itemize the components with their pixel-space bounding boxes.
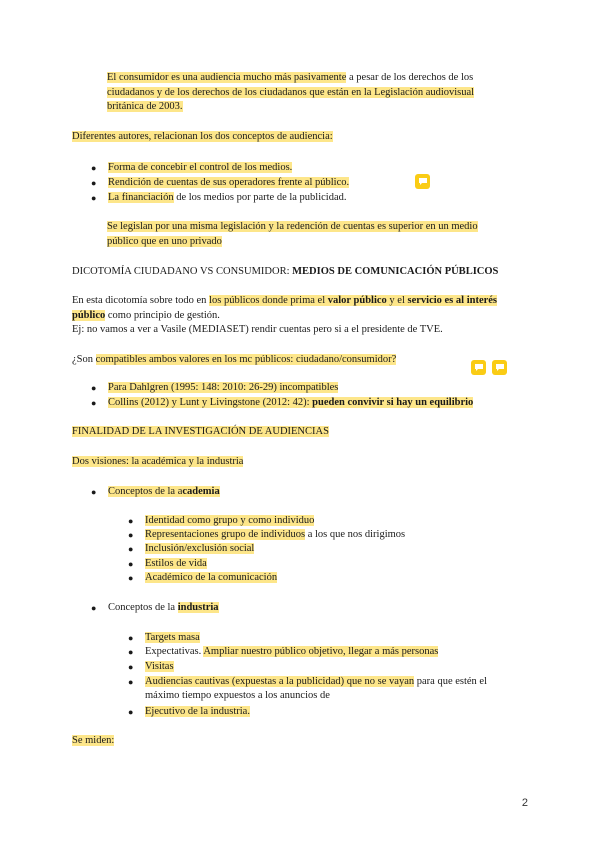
bullet: ●: [128, 544, 134, 554]
comment-icon[interactable]: [415, 174, 430, 189]
list-item: Collins (2012) y Lunt y Livingstone (2012: 42): pueden convivir si hay un equilibrio: [108, 397, 474, 408]
list-item: Ejecutivo de la industria.: [145, 706, 250, 717]
bullet: ●: [128, 647, 134, 657]
bullet: ●: [128, 573, 134, 583]
bullet: ●: [128, 662, 134, 672]
list-item-academia: Conceptos de la academia: [108, 486, 220, 497]
bullet: ●: [128, 633, 134, 643]
paragraph-measure: Se miden:: [72, 735, 115, 746]
paragraph-authors: Diferentes autores, relacionan los dos conceptos de audiencia:: [72, 131, 333, 142]
paragraph-dichotomy: En esta dicotomía sobre todo en los públicos donde prima el valor público y el servicio es al interés público como principio de gestión. Ej: no vamos a ver a Vasile (MEDIASET) rendir cuentas pero si a el presidente de TVE.: [72, 295, 498, 335]
bullet: ●: [91, 383, 97, 393]
bullet: ●: [128, 516, 134, 526]
bullet: ●: [128, 707, 134, 717]
bullet: ●: [128, 677, 134, 687]
comment-icon[interactable]: [471, 360, 486, 375]
list-item: Audiencias cautivas (expuestas a la publicidad) que no se vayan para que estén el: [145, 676, 488, 687]
list-item-continuation: máximo tiempo expuestos a los anuncios de: [145, 690, 330, 701]
bullet: ●: [91, 603, 97, 613]
paragraph-consumer: El consumidor es una audiencia mucho más pasivamente a pesar de los derechos de los ciudadanos y de los derechos de los ciudadanos que están en la Legislación audiovisual británica de 2003.: [107, 72, 475, 112]
list-item-industria: Conceptos de la industria: [108, 602, 219, 613]
highlight: El consumidor es una audiencia mucho más pasivamente: [107, 72, 347, 83]
list-item: Forma de concebir el control de los medios.: [108, 162, 293, 173]
paragraph-visions: Dos visiones: la académica y la industria: [72, 456, 244, 467]
bullet: ●: [91, 487, 97, 497]
list-item: Estilos de vida: [145, 558, 207, 569]
list-item: Para Dahlgren (1995: 148: 2010: 26-29) incompatibles: [108, 382, 339, 393]
paragraph-question: ¿Son compatibles ambos valores en los mc públicos: ciudadano/consumidor?: [72, 354, 397, 365]
list-item: La financiación de los medios por parte de la publicidad.: [108, 192, 347, 203]
page-number: 2: [521, 797, 528, 809]
bullet: ●: [91, 163, 97, 173]
list-item: Rendición de cuentas de sus operadores frente al público.: [108, 177, 350, 188]
list-item: Visitas: [145, 661, 174, 672]
list-item: Identidad como grupo y como individuo: [145, 515, 315, 526]
bullet: ●: [91, 193, 97, 203]
list-item: Representaciones grupo de individuos a los que nos dirigimos: [145, 529, 406, 540]
bullet: ●: [91, 398, 97, 408]
list-item: Targets masa: [145, 632, 200, 643]
bullet: ●: [128, 530, 134, 540]
bullet: ●: [128, 559, 134, 569]
list-item: Académico de la comunicación: [145, 572, 278, 583]
section-heading: DICOTOMÍA CIUDADANO VS CONSUMIDOR: MEDIOS DE COMUNICACIÓN PÚBLICOS: [72, 266, 499, 277]
list-item: Expectativas. Ampliar nuestro público objetivo, llegar a más personas: [145, 646, 439, 657]
comment-icon[interactable]: [492, 360, 507, 375]
list-item: Inclusión/exclusión social: [145, 543, 255, 554]
section-heading: FINALIDAD DE LA INVESTIGACIÓN DE AUDIENCIAS: [72, 426, 329, 437]
bullet: ●: [91, 178, 97, 188]
paragraph-legislation: Se legislan por una misma legislación y la redención de cuentas es superior en un medio público que en uno privado: [107, 221, 478, 247]
